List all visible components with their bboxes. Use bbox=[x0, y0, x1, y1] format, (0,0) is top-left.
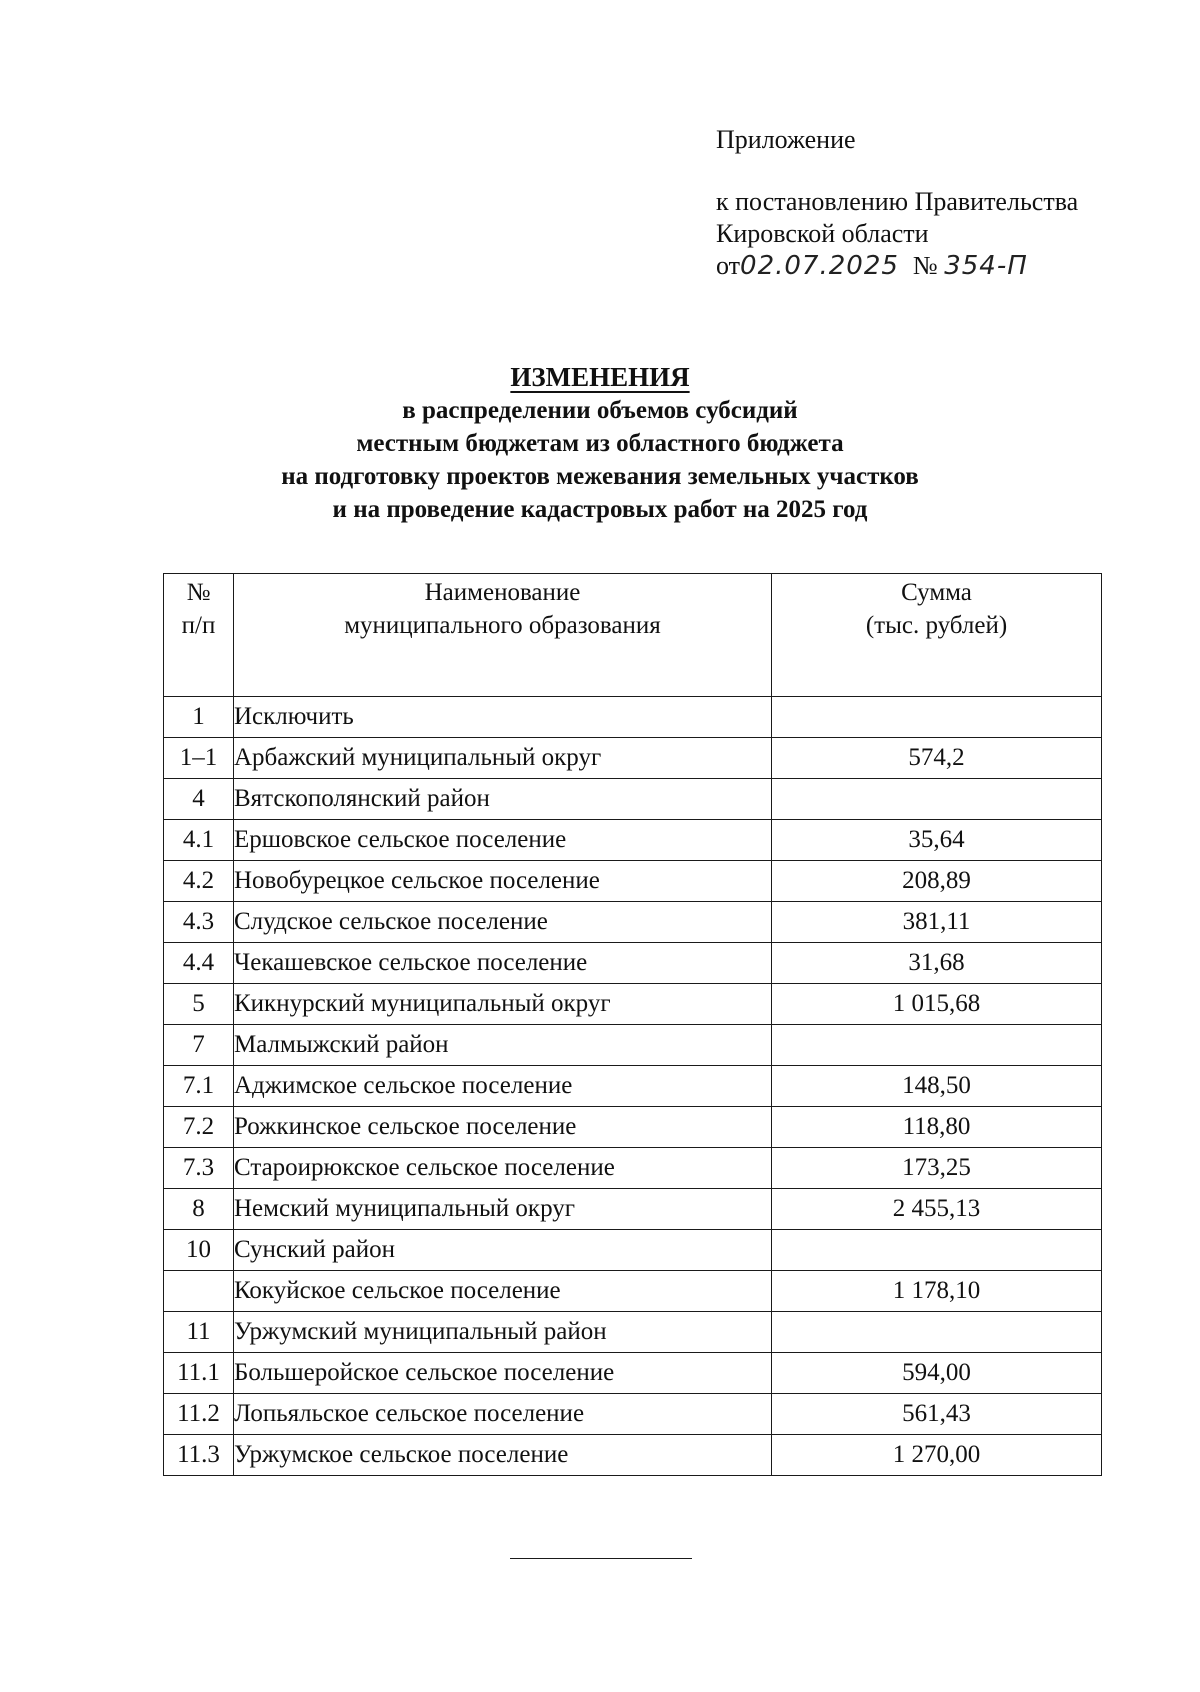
row-sum bbox=[772, 779, 1102, 820]
row-name: Чекашевское сельское поселение bbox=[234, 943, 772, 984]
row-number bbox=[164, 1271, 234, 1312]
row-sum: 561,43 bbox=[772, 1394, 1102, 1435]
table-header-row bbox=[164, 574, 1102, 697]
row-name: Уржумское сельское поселение bbox=[234, 1435, 772, 1476]
row-name: Вятскополянский район bbox=[234, 779, 772, 820]
table-row bbox=[164, 1394, 1102, 1435]
number-prefix: № bbox=[912, 251, 938, 280]
date-prefix: от bbox=[716, 251, 741, 280]
document-title bbox=[0, 360, 1200, 526]
row-name: Лопьяльское сельское поселение bbox=[234, 1394, 772, 1435]
appendix-date-line bbox=[716, 250, 1078, 282]
appendix-line-1: к постановлению Правительства bbox=[716, 187, 1079, 216]
handwritten-date: 02.07.2025 bbox=[740, 251, 899, 281]
row-sum: 1 270,00 bbox=[772, 1435, 1102, 1476]
table-row bbox=[164, 1271, 1102, 1312]
row-name: Новобурецкое сельское поселение bbox=[234, 861, 772, 902]
table-row bbox=[164, 1435, 1102, 1476]
row-number: 11.3 bbox=[164, 1435, 234, 1476]
row-sum: 31,68 bbox=[772, 943, 1102, 984]
appendix-line-2: Кировской области bbox=[716, 219, 929, 248]
table-row bbox=[164, 902, 1102, 943]
row-sum: 574,2 bbox=[772, 738, 1102, 779]
row-number: 1 bbox=[164, 697, 234, 738]
appendix-block bbox=[716, 124, 1078, 282]
row-number: 11.1 bbox=[164, 1353, 234, 1394]
table-row bbox=[164, 779, 1102, 820]
title-line-2: местным бюджетам из областного бюджета bbox=[356, 430, 844, 457]
row-name: Малмыжский район bbox=[234, 1025, 772, 1066]
title-line-3: на подготовку проектов межевания земельных участков bbox=[281, 463, 919, 490]
row-number: 4.3 bbox=[164, 902, 234, 943]
row-sum: 1 178,10 bbox=[772, 1271, 1102, 1312]
row-sum bbox=[772, 1230, 1102, 1271]
closing-divider bbox=[510, 1558, 692, 1559]
table-row bbox=[164, 861, 1102, 902]
title-line-1: в распределении объемов субсидий bbox=[402, 397, 798, 424]
row-number: 10 bbox=[164, 1230, 234, 1271]
row-name: Кикнурский муниципальный округ bbox=[234, 984, 772, 1025]
row-name: Кокуйское сельское поселение bbox=[234, 1271, 772, 1312]
row-name: Исключить bbox=[234, 697, 772, 738]
header-name: Наименование муниципального образования bbox=[234, 574, 772, 697]
row-name: Сунский район bbox=[234, 1230, 772, 1271]
table-row bbox=[164, 1107, 1102, 1148]
row-name: Ершовское сельское поселение bbox=[234, 820, 772, 861]
table-row bbox=[164, 1025, 1102, 1066]
row-name: Большеройское сельское поселение bbox=[234, 1353, 772, 1394]
row-name: Арбажский муниципальный округ bbox=[234, 738, 772, 779]
row-sum: 381,11 bbox=[772, 902, 1102, 943]
row-sum: 208,89 bbox=[772, 861, 1102, 902]
table-row bbox=[164, 1066, 1102, 1107]
row-name: Аджимское сельское поселение bbox=[234, 1066, 772, 1107]
row-number: 1–1 bbox=[164, 738, 234, 779]
table-row bbox=[164, 738, 1102, 779]
table-row bbox=[164, 1230, 1102, 1271]
row-number: 5 bbox=[164, 984, 234, 1025]
subsidy-table bbox=[163, 573, 1102, 1476]
row-number: 7.2 bbox=[164, 1107, 234, 1148]
appendix-label: Приложение bbox=[716, 125, 856, 154]
row-name: Староирюкское сельское поселение bbox=[234, 1148, 772, 1189]
row-number: 4.2 bbox=[164, 861, 234, 902]
row-name: Уржумский муниципальный район bbox=[234, 1312, 772, 1353]
table-row bbox=[164, 820, 1102, 861]
row-name: Слудское сельское поселение bbox=[234, 902, 772, 943]
table-row bbox=[164, 1353, 1102, 1394]
header-sum: Сумма (тыс. рублей) bbox=[772, 574, 1102, 697]
row-sum bbox=[772, 697, 1102, 738]
table-row bbox=[164, 1148, 1102, 1189]
row-sum: 148,50 bbox=[772, 1066, 1102, 1107]
row-sum bbox=[772, 1312, 1102, 1353]
row-sum: 1 015,68 bbox=[772, 984, 1102, 1025]
handwritten-number: 354-П bbox=[944, 251, 1028, 281]
row-sum: 594,00 bbox=[772, 1353, 1102, 1394]
row-number: 7.1 bbox=[164, 1066, 234, 1107]
table-row bbox=[164, 697, 1102, 738]
title-line-4: и на проведение кадастровых работ на 2025 год bbox=[332, 496, 868, 523]
row-number: 7 bbox=[164, 1025, 234, 1066]
row-number: 4.1 bbox=[164, 820, 234, 861]
row-sum: 173,25 bbox=[772, 1148, 1102, 1189]
table-row bbox=[164, 943, 1102, 984]
row-sum bbox=[772, 1025, 1102, 1066]
table-row bbox=[164, 984, 1102, 1025]
table-row bbox=[164, 1312, 1102, 1353]
row-number: 4 bbox=[164, 779, 234, 820]
row-number: 11.2 bbox=[164, 1394, 234, 1435]
row-name: Рожкинское сельское поселение bbox=[234, 1107, 772, 1148]
row-sum: 2 455,13 bbox=[772, 1189, 1102, 1230]
row-sum: 118,80 bbox=[772, 1107, 1102, 1148]
row-number: 11 bbox=[164, 1312, 234, 1353]
table-row bbox=[164, 1189, 1102, 1230]
row-number: 4.4 bbox=[164, 943, 234, 984]
row-number: 8 bbox=[164, 1189, 234, 1230]
row-name: Немский муниципальный округ bbox=[234, 1189, 772, 1230]
header-number: № п/п bbox=[164, 574, 234, 697]
title-main: ИЗМЕНЕНИЯ bbox=[510, 362, 690, 392]
row-sum: 35,64 bbox=[772, 820, 1102, 861]
row-number: 7.3 bbox=[164, 1148, 234, 1189]
